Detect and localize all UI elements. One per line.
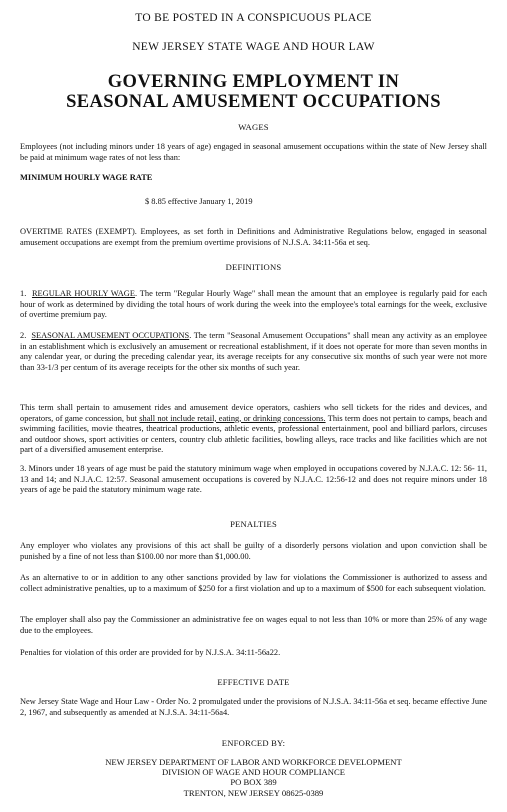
pertain-paragraph xyxy=(20,403,487,456)
definitions-heading: DEFINITIONS xyxy=(225,262,282,272)
pertain-exclusion: shall not include retail, eating, or drinking concessions. xyxy=(139,413,326,423)
pertain-text-b: This term does not pertain to camps, beach and swimming facilities, movie theatres, theatrical productions, athletic events, professional entertainment, pool and billiard parlors, circuses and outdoor shows, sport activities or centers, country club athletic facilities, bowling alleys, race tracks and like facilities which are not part of a diversified amusement enterprise. xyxy=(20,413,487,455)
min-rate-label: MINIMUM HOURLY WAGE RATE xyxy=(20,173,153,182)
definition-2-text: . The term "Seasonal Amusement Occupations" shall mean any activity as an employee in an establishment which is exclusively an amusement or recreational establishment, if it does not operate for more than seven months in any calendar year, or during the preceding calendar year, its average receipts for any consecutive six months of such year were not more than 33-1/3 per centum of its average receipts for the other six months of such year. xyxy=(20,331,488,372)
min-rate-value: $ 8.85 effective January 1, 2019 xyxy=(145,197,253,206)
penalty-3: The employer shall also pay the Commissioner an administrative fee on wages equal to not less than 10% or more than 25% of any wage due to the employees. xyxy=(20,615,487,635)
definition-1-text: . The term "Regular Hourly Wage" shall mean the amount that an employee is regularly paid for each hour of work as determined by dividing the total hours of work during the week into the employee's total earnings for the week, exclusive of overtime premium pay. xyxy=(20,289,488,320)
definition-1-term: REGULAR HOURLY WAGE xyxy=(31,289,135,298)
law-name: NEW JERSEY STATE WAGE AND HOUR LAW xyxy=(132,41,375,53)
penalties-heading: PENALTIES xyxy=(230,519,277,529)
enforced-by-heading: ENFORCED BY: xyxy=(221,738,286,748)
posting-notice: TO BE POSTED IN A CONSPICUOUS PLACE xyxy=(135,12,372,24)
penalty-1: Any employer who violates any provisions of this act shall be guilty of a disorderly persons violation and upon conviction shall be punished by a fine of not less than $100.00 nor more than $1,000.00. xyxy=(20,541,487,561)
wages-heading: WAGES xyxy=(238,122,269,132)
definition-3: 3. Minors under 18 years of age must be paid the statutory minimum wage when employed in occupations covered by N.J.A.C. 12: 56- 11, 13 and 14; and N.J.A.C. 12:57. Seasonal amusement occupations is covered by N.J.A.C. 12:56-12 and does not require minors under 18 years of age be paid the statutory minimum wage rate. xyxy=(20,464,487,495)
pertain-text-a: This term shall pertain to amusement rides and amusement device operators, cashiers who sell tickets for the rides and devices, and operators, of game concession, but xyxy=(20,403,487,423)
overtime-text: OVERTIME RATES (EXEMPT). Employees, as set forth in Definitions and Administrative Regulations below, engaged in seasonal amusement occupations are exempt from the premium overtime provisions of N.J.S.A. 34:11-56a et seq. xyxy=(20,227,487,247)
definition-2-term: SEASONAL AMUSEMENT OCCUPATIONS xyxy=(31,331,190,340)
agency-line-4: TRENTON, NEW JERSEY 08625-0389 xyxy=(183,787,324,798)
wages-intro: Employees (not including minors under 18 years of age) engaged in seasonal amusement occupations within the state of New Jersey shall be paid at minimum wage rates of not less than: xyxy=(20,142,487,162)
penalty-2: As an alternative to or in addition to any other sanctions provided by law for violations the Commissioner is authorized to assess and collect administrative penalties, up to a maximum of $250 for a first violation and up to a maximum of $500 for each subsequent violation. xyxy=(20,573,487,593)
title-line-2: SEASONAL AMUSEMENT OCCUPATIONS xyxy=(66,92,441,112)
definition-1 xyxy=(20,289,487,321)
definition-1-number: 1. xyxy=(20,289,27,298)
effective-date-heading: EFFECTIVE DATE xyxy=(217,677,290,687)
page-title xyxy=(0,72,507,112)
agency-line-1: NEW JERSEY DEPARTMENT OF LABOR AND WORKFORCE DEVELOPMENT xyxy=(105,757,402,767)
effective-date-text: New Jersey State Wage and Hour Law - Order No. 2 promulgated under the provisions of N.J.S.A. 34:11-56a et seq. became effective June 2, 1967, and subsequently as amended at N.J.S.A. 34:11-56a4. xyxy=(20,697,487,717)
penalty-4: Penalties for violation of this order are provided for by N.J.S.A. 34:11-56a22. xyxy=(20,648,281,657)
definition-2-number: 2. xyxy=(20,331,27,340)
agency-line-2: DIVISION OF WAGE AND HOUR COMPLIANCE xyxy=(162,767,345,778)
definition-2 xyxy=(20,331,487,373)
title-line-1: GOVERNING EMPLOYMENT IN xyxy=(107,72,400,92)
enforcing-agency xyxy=(0,757,507,798)
agency-line-3: PO BOX 389 xyxy=(230,777,277,788)
